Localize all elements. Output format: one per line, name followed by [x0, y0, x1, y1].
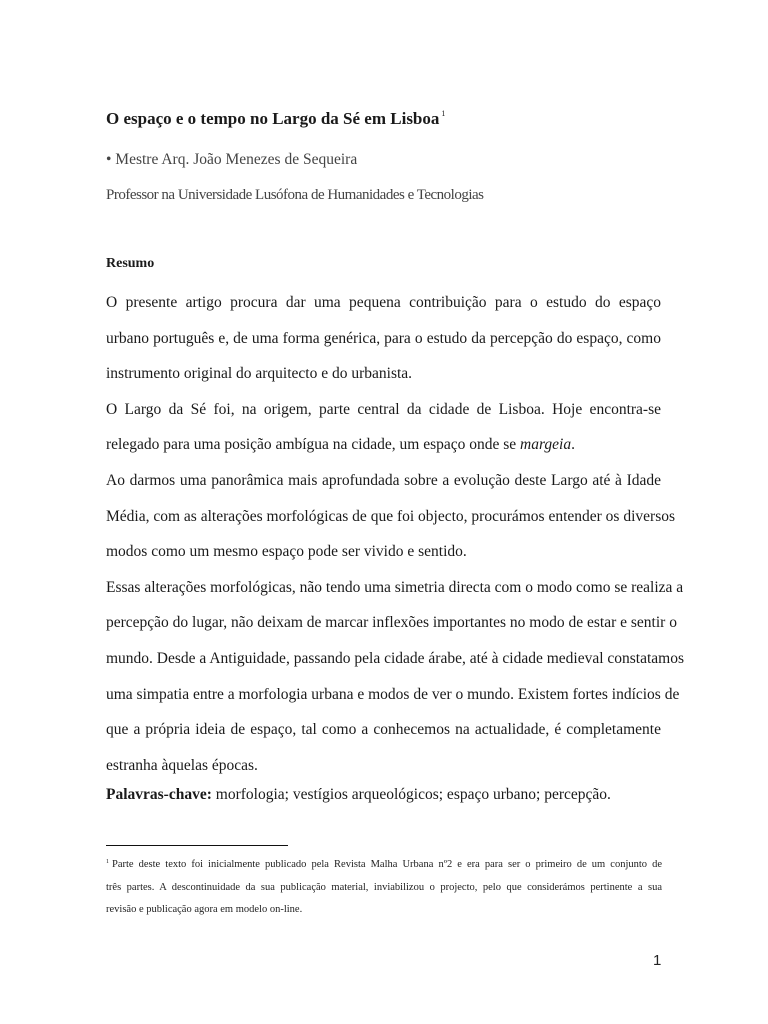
abstract-line: percepção do lugar, não deixam de marcar inflexões importantes no modo de estar e sentir o — [106, 614, 677, 632]
abstract-body — [106, 285, 685, 783]
abstract-line: modos como um mesmo espaço pode ser vivido e sentido. — [106, 543, 467, 561]
abstract-line-text: relegado para uma posição ambígua na cidade, um espaço onde se — [106, 436, 521, 454]
paper-title-text: O espaço e o tempo no Largo da Sé em Lisboa — [106, 109, 440, 128]
footnote-line-text: Parte deste texto foi inicialmente publicado pela Revista Malha Urbana nº2 e era para ser o primeiro de um conjunto de — [112, 859, 662, 870]
abstract-line: mundo. Desde a Antiguidade, passando pela cidade árabe, até à cidade medieval constatamos — [106, 649, 685, 667]
footnote-separator — [106, 845, 288, 846]
keywords-label: Palavras-chave: — [106, 786, 212, 803]
footnote — [106, 851, 662, 922]
footnote-line: revisão e publicação agora em modelo on-line. — [106, 904, 303, 915]
abstract-line — [106, 427, 661, 463]
abstract-line-period: . — [571, 436, 575, 454]
abstract-italic-word: margeia — [520, 436, 572, 454]
abstract-line: O Largo da Sé foi, na origem, parte central da cidade de Lisboa. Hoje encontra-se — [106, 400, 661, 418]
title-footnote-marker: 1 — [441, 109, 446, 118]
abstract-line: uma simpatia entre a morfologia urbana e modos de ver o mundo. Existem fortes indícios de — [106, 685, 680, 703]
page-number: 1 — [653, 952, 662, 969]
footnote-line — [106, 851, 662, 877]
author-line: • Mestre Arq. João Menezes de Sequeira — [106, 151, 358, 168]
keywords-text: morfologia; vestígios arqueológicos; espaço urbano; percepção. — [211, 786, 611, 803]
paper-title — [106, 109, 445, 129]
author-affiliation: Professor na Universidade Lusófona de Humanidades e Tecnologias — [106, 187, 484, 203]
abstract-heading: Resumo — [106, 256, 155, 271]
abstract-line: estranha àquelas épocas. — [106, 756, 258, 774]
keywords-line — [106, 786, 611, 804]
abstract-line: O presente artigo procura dar uma pequena contribuição para o estudo do espaço — [106, 294, 661, 311]
footnote-line: três partes. A descontinuidade da sua publicação material, inviabilizou o projecto, pelo que considerámos pertinente a sua — [106, 881, 662, 893]
abstract-line: que a própria ideia de espaço, tal como a conhecemos na actualidade, é completamente — [106, 721, 661, 739]
abstract-line: urbano português e, de uma forma genérica, para o estudo da percepção do espaço, como — [106, 329, 661, 347]
abstract-line: Ao darmos uma panorâmica mais aprofundada sobre a evolução deste Largo até à Idade — [106, 471, 661, 489]
footnote-marker: 1 — [106, 859, 109, 865]
abstract-line: Média, com as alterações morfológicas de que foi objecto, procurámos entender os diversos — [106, 507, 676, 525]
abstract-line: Essas alterações morfológicas, não tendo uma simetria directa com o modo como se realiza a — [106, 578, 684, 596]
abstract-line: instrumento original do arquitecto e do urbanista. — [106, 365, 413, 383]
